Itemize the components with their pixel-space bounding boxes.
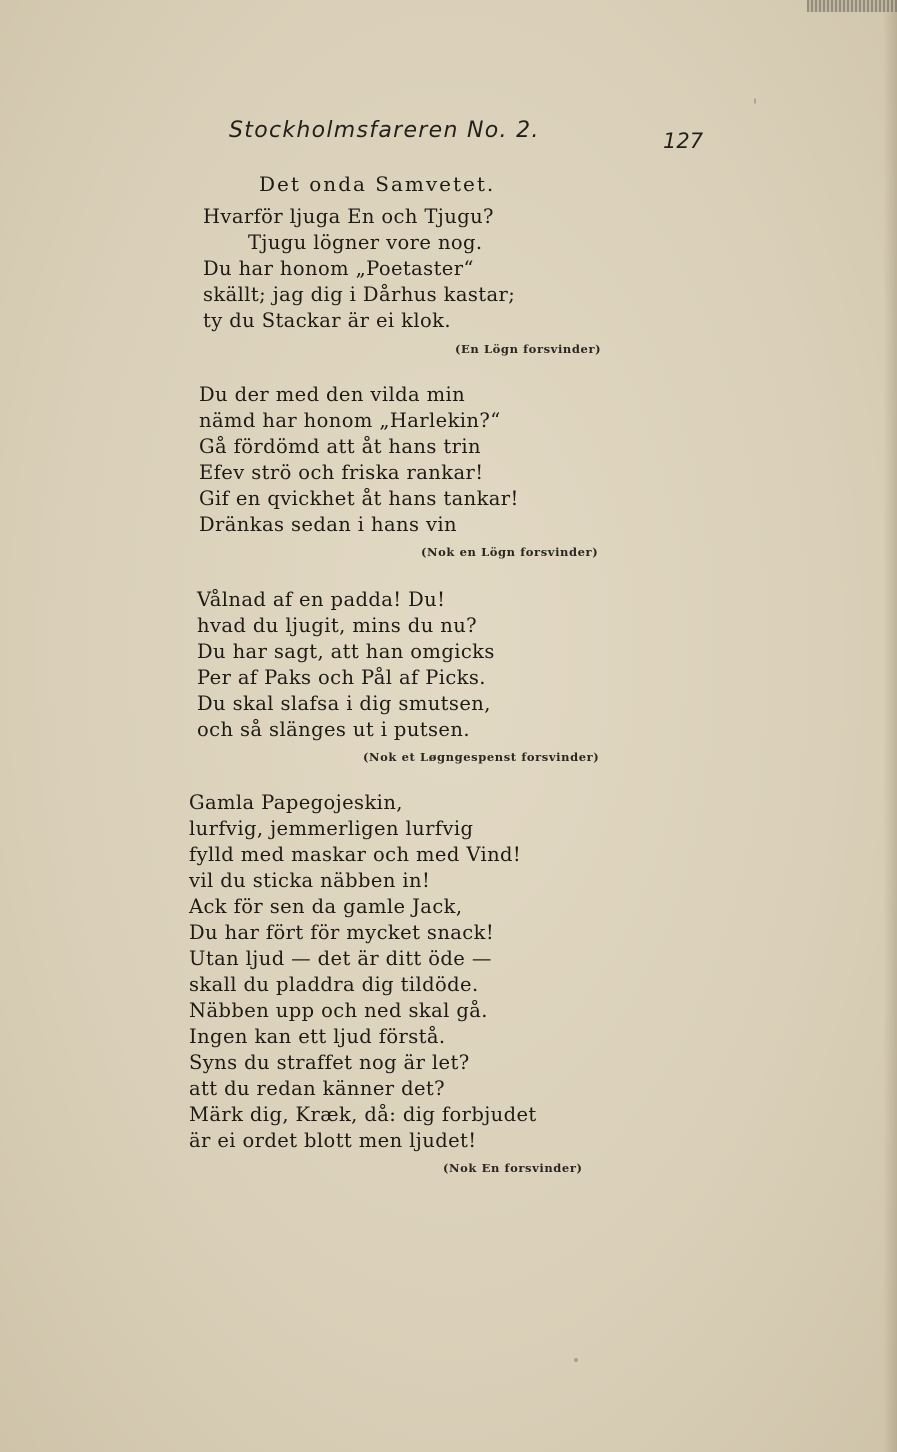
stage-direction-2: (Nok en Lögn forsvinder): [421, 545, 599, 559]
verse-line: Per af Paks och Pål af Picks.: [197, 666, 486, 689]
verse-line: Tjugu lögner vore nog.: [248, 231, 483, 254]
stanza-3: [197, 587, 495, 743]
verse-line: hvad du ljugit, mins du nu?: [197, 614, 478, 637]
page-edge-shadow: [883, 0, 897, 1452]
verse-line: skall du pladdra dig tildöde.: [189, 973, 479, 996]
verse-line: Efev strö och friska rankar!: [199, 461, 484, 484]
paper-speck: [574, 1358, 578, 1362]
poem-title: Det onda Samvetet.: [259, 172, 496, 196]
verse-line: Vålnad af en padda! Du!: [197, 588, 446, 611]
verse-line: Gå fördömd att åt hans trin: [199, 435, 481, 458]
verse-line: Ack för sen da gamle Jack,: [189, 895, 463, 918]
stanza-4: [189, 790, 537, 1154]
verse-line: ty du Stackar är ei klok.: [203, 309, 451, 332]
verse-line: Syns du straffet nog är let?: [189, 1051, 470, 1074]
verse-line: Märk dig, Kræk, då: dig forbjudet: [189, 1103, 537, 1126]
verse-line: Du har sagt, att han omgicks: [197, 640, 495, 663]
verse-line: Du har fört för mycket snack!: [189, 921, 495, 944]
verse-line: och så slänges ut i putsen.: [197, 718, 470, 741]
paper-speck: [754, 98, 756, 104]
verse-line: fylld med maskar och med Vind!: [189, 843, 522, 866]
stanza-1: [203, 204, 515, 334]
verse-line: skällt; jag dig i Dårhus kastar;: [203, 283, 516, 306]
verse-line: Näbben upp och ned skal gå.: [189, 999, 488, 1022]
stanza-2: [199, 382, 519, 538]
verse-line: att du redan känner det?: [189, 1077, 445, 1100]
verse-line: Dränkas sedan i hans vin: [199, 513, 457, 536]
verse-line: Hvarför ljuga En och Tjugu?: [203, 205, 494, 228]
verse-line: är ei ordet blott men ljudet!: [189, 1129, 477, 1152]
verse-line: Gamla Papegojeskin,: [189, 791, 403, 814]
scan-corner-mark: [807, 0, 897, 12]
verse-line: Ingen kan ett ljud förstå.: [189, 1025, 446, 1048]
verse-line: Du har honom „Poetaster“: [203, 257, 474, 280]
verse-line: Utan ljud — det är ditt öde —: [189, 947, 492, 970]
stage-direction-1: (En Lögn forsvinder): [455, 342, 602, 356]
page-number: 127: [663, 129, 704, 153]
verse-line: vil du sticka näbben in!: [189, 869, 431, 892]
verse-line: Du skal slafsa i dig smutsen,: [197, 692, 491, 715]
verse-line: lurfvig, jemmerligen lurfvig: [189, 817, 474, 840]
verse-line: Gif en qvickhet åt hans tankar!: [199, 487, 519, 510]
verse-line: nämd har honom „Harlekin?“: [199, 409, 501, 432]
verse-line: Du der med den vilda min: [199, 383, 466, 406]
running-head: Stockholmsfareren No. 2.: [229, 118, 540, 143]
stage-direction-4: (Nok En forsvinder): [443, 1161, 583, 1175]
stage-direction-3: (Nok et Løgngespenst forsvinder): [363, 750, 600, 764]
